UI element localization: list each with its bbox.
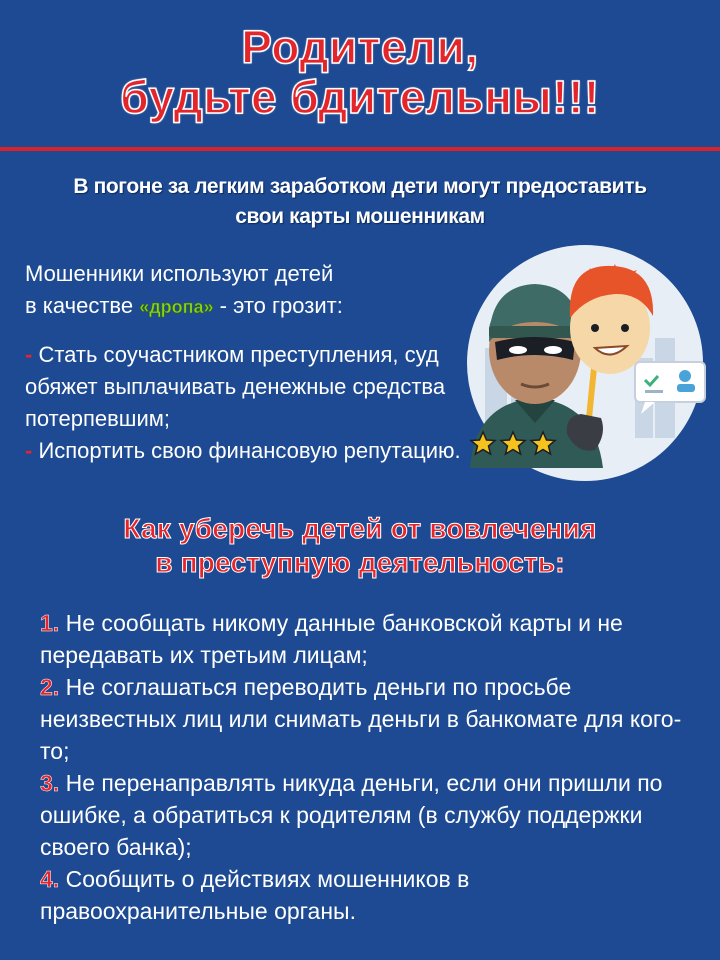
fraud-illustration	[455, 238, 710, 488]
tip-text: Не перенаправлять никуда деньги, если они пришли по ошибке, а обратиться к родителям (в службу поддержки своего банка);	[40, 770, 663, 860]
intro-line-2	[25, 290, 445, 323]
tip-item	[40, 863, 700, 927]
tip-item	[40, 671, 700, 767]
prevention-heading	[0, 512, 720, 580]
subtitle	[20, 172, 700, 232]
intro-line-2-after: - это грозит:	[213, 293, 343, 318]
tip-number: 4.	[40, 866, 60, 892]
drop-term: «дропа»	[139, 297, 214, 317]
title-line-1: Родители,	[241, 21, 479, 73]
title-divider	[0, 147, 720, 151]
tip-item	[40, 767, 700, 863]
subtitle-line-1: В погоне за легким заработком дети могут предоставить	[73, 175, 647, 198]
prevention-heading-line-1: Как уберечь детей от вовлечения	[123, 513, 597, 544]
page-title	[0, 22, 720, 122]
tips-list	[40, 607, 700, 927]
prevention-heading-line-2: в преступную деятельность:	[155, 547, 565, 578]
intro-text	[25, 258, 445, 323]
intro-line-1: Мошенники используют детей	[25, 261, 334, 286]
title-line-2: будьте бдительны!!!	[120, 71, 600, 123]
tip-text: Не соглашаться переводить деньги по просьбе неизвестных лиц или снимать деньги в банкомате для кого-то;	[40, 674, 682, 764]
tip-number: 3.	[40, 770, 60, 796]
risk-item	[25, 435, 495, 467]
risk-text: Испортить свою финансовую репутацию.	[32, 438, 461, 463]
tip-number: 2.	[40, 674, 60, 700]
risk-dash: -	[25, 438, 33, 463]
risk-text: Стать соучастником преступления, суд обяжет выплачивать денежные средства потерпевшим;	[25, 342, 446, 431]
intro-line-2-before: в качестве	[25, 293, 140, 318]
tip-text: Сообщить о действиях мошенников в правоохранительные органы.	[40, 866, 470, 924]
tip-number: 1.	[40, 610, 60, 636]
risk-item	[25, 339, 495, 435]
risk-list	[25, 339, 495, 467]
tip-item	[40, 607, 700, 671]
risk-dash: -	[25, 342, 33, 367]
subtitle-line-2: свои карты мошенникам	[235, 205, 485, 228]
tip-text: Не сообщать никому данные банковской карты и не передавать их третьим лицам;	[40, 610, 623, 668]
